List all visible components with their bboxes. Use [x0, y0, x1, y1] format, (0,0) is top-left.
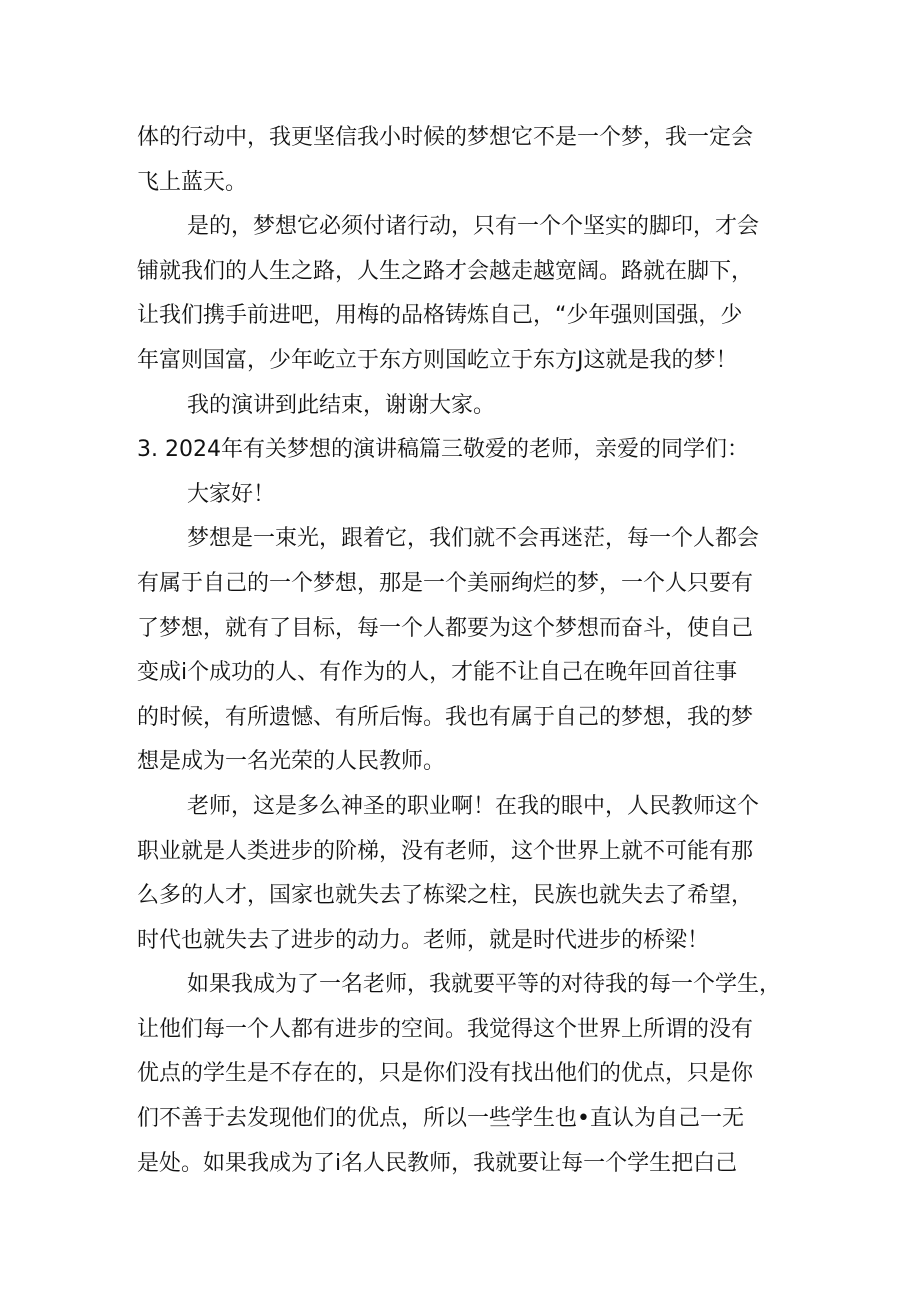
- section-heading: 3. 2024年有关梦想的演讲稿篇三敬爱的老师，亲爱的同学们：: [137, 437, 749, 463]
- document-body: [137, 116, 797, 1186]
- text-line: 年富则国富，少年屹立于东方则国屹立于东方J这就是我的梦！: [137, 347, 738, 373]
- text-line: 优点的学生是不存在的，只是你们没有找出他们的优点，只是你: [137, 1061, 754, 1087]
- text-line: 了梦想，就有了目标，每一个人都要为这个梦想而奋斗，使自己: [137, 615, 754, 641]
- text-line: 让我们携手前进吧，用梅的品格铸炼自己，“少年强则国强，少: [137, 303, 743, 329]
- text-line: 让他们每一个人都有进步的空间。我觉得这个世界上所谓的没有: [137, 1016, 754, 1042]
- text-line: 大家好！: [187, 481, 276, 507]
- text-line: 梦想是一束光，跟着它，我们就不会再迷茫，每一个人都会: [187, 526, 760, 552]
- text-line: 变成i个成功的人、有作为的人，才能不让自己在晚年回首往事: [137, 660, 738, 686]
- text-line: 想是成为一名光荣的人民教师。: [137, 749, 446, 775]
- text-line: 老师，这是多么神圣的职业啊！在我的眼中，人民教师这个: [187, 793, 760, 819]
- text-line: 如果我成为了一名老师，我就要平等的对待我的每一个学生，: [187, 972, 782, 998]
- text-line: 体的行动中，我更坚信我小时候的梦想它不是一个梦，我一定会: [137, 125, 754, 150]
- text-line: 我的演讲到此结束，谢谢大家。: [187, 392, 496, 418]
- text-line: 们不善于去发现他们的优点，所以一些学生也•直认为自己一无: [137, 1106, 744, 1132]
- text-line: 是处。如果我成为了i名人民教师，我就要让每一个学生把白己: [137, 1150, 738, 1176]
- text-line: 时代也就失去了进步的动力。老师，就是时代进步的桥梁！: [137, 927, 710, 953]
- text-line: 有属于自己的一个梦想，那是一个美丽绚烂的梦，一个人只要有: [137, 570, 754, 596]
- text-line: 职业就是人类进步的阶梯，没有老师，这个世界上就不可能有那: [137, 838, 754, 864]
- text-line: 飞上蓝天。: [137, 169, 248, 195]
- text-line: 铺就我们的人生之路，人生之路才会越走越宽阔。路就在脚下，: [137, 258, 754, 284]
- text-line: 么多的人才，国家也就失去了栋梁之柱，民族也就失去了希望，: [137, 883, 754, 909]
- text-line: 是的，梦想它必须付诸行动，只有一个个坚实的脚印，才会: [187, 214, 760, 240]
- text-line: 的时候，有所遗憾、有所后悔。我也有属于自己的梦想，我的梦: [137, 704, 754, 730]
